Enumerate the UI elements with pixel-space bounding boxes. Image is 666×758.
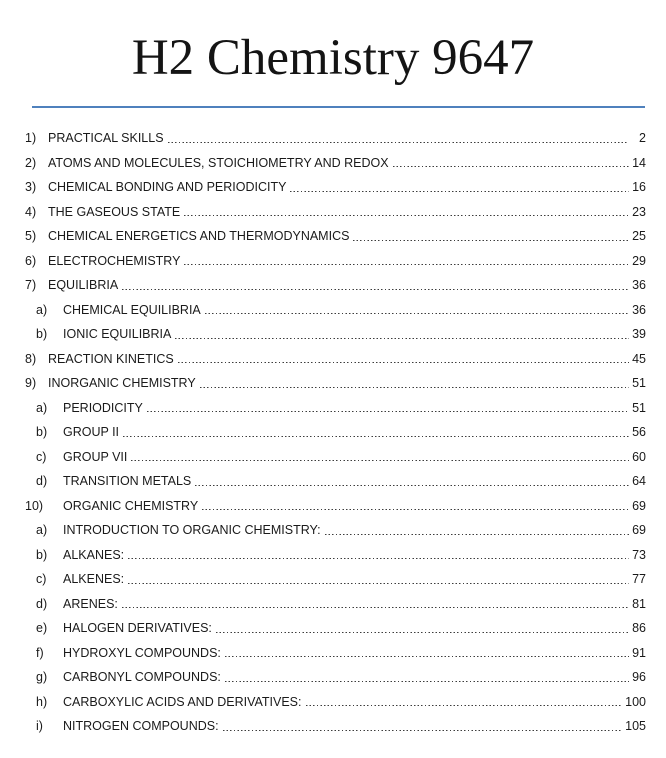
toc-entry[interactable]	[0, 714, 646, 739]
title-divider	[32, 106, 645, 108]
toc-entry[interactable]	[0, 322, 646, 347]
toc-entry-page: 73	[632, 547, 646, 562]
toc-entry-marker: 6)	[25, 253, 37, 268]
dot-leader	[184, 264, 629, 266]
toc-entry-label: ARENES:	[63, 596, 118, 611]
toc-entry[interactable]	[0, 371, 646, 396]
toc-entry-marker: a)	[36, 400, 48, 415]
toc-entry[interactable]	[0, 567, 646, 592]
dot-leader	[225, 680, 629, 682]
toc-entry-marker: 2)	[25, 155, 37, 170]
dot-leader	[131, 460, 629, 462]
toc-entry-marker: 9)	[25, 376, 37, 390]
toc-entry-marker: g)	[36, 670, 48, 684]
toc-entry-label: THE GASEOUS STATE	[48, 204, 181, 219]
dot-leader	[123, 435, 629, 437]
toc-entry[interactable]	[0, 249, 646, 274]
toc-entry[interactable]	[0, 298, 646, 323]
toc-entry-page: 51	[632, 400, 646, 415]
toc-entry-marker: d)	[36, 474, 48, 488]
dot-leader	[128, 558, 629, 560]
toc-entry-label: TRANSITION METALS	[63, 474, 192, 488]
toc-entry-marker: 8)	[25, 351, 37, 366]
toc-entry-page: 25	[632, 229, 646, 243]
toc-entry-label: IONIC EQUILIBRIA	[63, 327, 172, 341]
toc-entry-page: 45	[632, 351, 646, 366]
toc-entry-marker: f)	[36, 645, 44, 660]
dot-leader	[184, 215, 629, 217]
toc-entry-page: 16	[632, 180, 646, 194]
toc-entry-label: ELECTROCHEMISTRY	[48, 253, 181, 268]
toc-entry-marker: h)	[36, 694, 48, 709]
toc-entry-page: 2	[639, 131, 646, 145]
toc-entry-marker: i)	[36, 719, 43, 733]
toc-entry[interactable]	[0, 347, 646, 372]
dot-leader	[223, 729, 623, 731]
toc-entry-label: EQUILIBRIA	[48, 278, 119, 292]
toc-entry[interactable]	[0, 151, 646, 176]
toc-entry-label: CHEMICAL EQUILIBRIA	[63, 302, 201, 317]
toc-entry-label: ALKANES:	[63, 547, 125, 562]
toc-entry-label: HALOGEN DERIVATIVES:	[63, 621, 212, 635]
toc-entry-page: 39	[632, 327, 646, 341]
dot-leader	[175, 337, 629, 339]
page-title: H2 Chemistry 9647	[131, 30, 535, 86]
toc-entry-label: NITROGEN COMPOUNDS:	[63, 719, 219, 733]
dot-leader	[195, 484, 629, 486]
table-of-contents	[0, 126, 666, 739]
toc-entry[interactable]	[0, 445, 646, 470]
toc-entry-label: CHEMICAL ENERGETICS AND THERMODYNAMICS	[48, 229, 350, 243]
toc-entry-marker: c)	[36, 449, 47, 464]
dot-leader	[122, 288, 629, 290]
toc-entry-label: PERIODICITY	[63, 400, 143, 415]
toc-entry[interactable]	[0, 126, 646, 151]
toc-entry[interactable]	[0, 469, 646, 494]
toc-entry[interactable]	[0, 543, 646, 568]
toc-entry-label: ORGANIC CHEMISTRY	[63, 498, 199, 513]
dot-leader	[122, 607, 629, 609]
toc-entry-page: 69	[632, 498, 646, 513]
toc-entry-page: 23	[632, 204, 646, 219]
dot-leader	[168, 141, 629, 143]
toc-entry[interactable]	[0, 175, 646, 200]
dot-leader	[225, 656, 629, 658]
toc-entry[interactable]	[0, 518, 646, 543]
toc-entry-marker: 1)	[25, 131, 37, 145]
toc-entry-marker: a)	[36, 302, 48, 317]
dot-leader	[147, 411, 629, 413]
toc-entry[interactable]	[0, 690, 646, 715]
dot-leader	[200, 386, 629, 388]
toc-entry-label: INTRODUCTION TO ORGANIC CHEMISTRY:	[63, 523, 321, 537]
toc-entry[interactable]	[0, 200, 646, 225]
toc-entry[interactable]	[0, 616, 646, 641]
toc-entry-marker: 5)	[25, 229, 37, 243]
toc-entry-page: 86	[632, 621, 646, 635]
toc-entry-label: PRACTICAL SKILLS	[48, 131, 164, 145]
toc-entry-label: REACTION KINETICS	[48, 351, 174, 366]
dot-leader	[306, 705, 623, 707]
toc-entry-page: 29	[632, 253, 646, 268]
toc-entry-marker: c)	[36, 572, 47, 586]
toc-entry-page: 96	[632, 670, 646, 684]
toc-entry-marker: 7)	[25, 278, 37, 292]
toc-entry-label: ALKENES:	[63, 572, 125, 586]
toc-entry-page: 105	[625, 719, 646, 733]
toc-entry-marker: 4)	[25, 204, 37, 219]
toc-entry-page: 51	[632, 376, 646, 390]
dot-leader	[202, 509, 629, 511]
dot-leader	[290, 190, 629, 192]
toc-entry[interactable]	[0, 396, 646, 421]
toc-entry-marker: 3)	[25, 180, 37, 194]
toc-entry[interactable]	[0, 494, 646, 519]
toc-entry-label: CARBONYL COMPOUNDS:	[63, 670, 221, 684]
toc-entry-page: 100	[625, 694, 646, 709]
toc-entry-label: GROUP VII	[63, 449, 128, 464]
toc-entry-label: CHEMICAL BONDING AND PERIODICITY	[48, 180, 287, 194]
toc-entry-page: 77	[632, 572, 646, 586]
toc-entry-page: 36	[632, 278, 646, 292]
toc-entry-marker: d)	[36, 596, 48, 611]
toc-entry-marker: b)	[36, 327, 48, 341]
toc-entry-page: 69	[632, 523, 646, 537]
toc-entry-page: 91	[632, 645, 646, 660]
toc-entry-marker: a)	[36, 523, 48, 537]
toc-entry-label: INORGANIC CHEMISTRY	[48, 376, 196, 390]
dot-leader	[216, 631, 629, 633]
toc-entry-page: 14	[632, 155, 646, 170]
toc-entry-page: 56	[632, 425, 646, 439]
dot-leader	[353, 239, 629, 241]
dot-leader	[128, 582, 629, 584]
dot-leader	[393, 166, 629, 168]
toc-entry-page: 64	[632, 474, 646, 488]
toc-entry-page: 81	[632, 596, 646, 611]
dot-leader	[325, 533, 629, 535]
dot-leader	[205, 313, 629, 315]
toc-entry-marker: b)	[36, 547, 48, 562]
toc-entry-page: 36	[632, 302, 646, 317]
toc-entry-label: HYDROXYL COMPOUNDS:	[63, 645, 221, 660]
toc-entry-label: ATOMS AND MOLECULES, STOICHIOMETRY AND REDOX	[48, 155, 389, 170]
toc-entry-marker: e)	[36, 621, 48, 635]
toc-entry[interactable]	[0, 592, 646, 617]
toc-entry[interactable]	[0, 273, 646, 298]
toc-entry-label: CARBOXYLIC ACIDS AND DERIVATIVES:	[63, 694, 302, 709]
toc-entry[interactable]	[0, 224, 646, 249]
toc-entry[interactable]	[0, 420, 646, 445]
toc-entry-page: 60	[632, 449, 646, 464]
toc-entry[interactable]	[0, 641, 646, 666]
toc-entry-marker: b)	[36, 425, 48, 439]
dot-leader	[178, 362, 629, 364]
toc-entry-marker: 10)	[25, 498, 44, 513]
toc-entry[interactable]	[0, 665, 646, 690]
toc-entry-label: GROUP II	[63, 425, 120, 439]
